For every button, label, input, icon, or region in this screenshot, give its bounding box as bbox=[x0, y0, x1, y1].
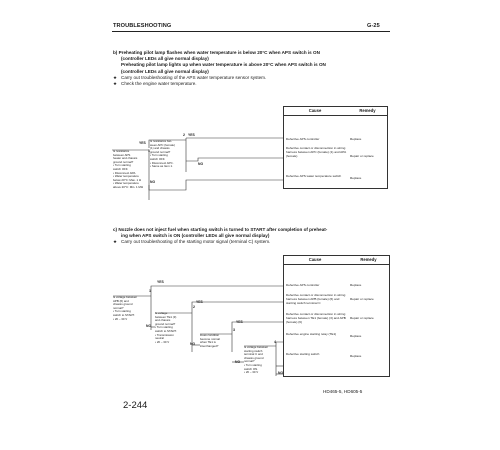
cause-cell: Defective starting switch bbox=[286, 352, 320, 356]
section-c-note: ★ Carry out troubleshooting of the starting motor signal (terminal C) system. bbox=[113, 239, 271, 245]
no-label: NO bbox=[146, 324, 152, 328]
no-label: NO bbox=[235, 360, 241, 364]
section-c-question-4: Is voltage between starting switch terminal C and chassis ground normal? • Turn starting switch ON. • 20 – 30 V bbox=[244, 346, 276, 376]
connector-line bbox=[186, 158, 283, 161]
section-b-title-line: b) Preheating pilot lamp flashes when water temperature is below 20°C when APS switch is ON bbox=[113, 50, 320, 55]
cause-cell: Defective contact or disconnection in wiring harness between TE1 (female) (3) and APB (female) (6) bbox=[286, 312, 346, 324]
cause-cell: Defective engine starting relay (TE1) bbox=[286, 332, 337, 336]
cause-cell: Defective APS controller bbox=[286, 283, 320, 287]
cause-cell: Defective contact or disconnection in wiring harness between APC (female) (1) and APA (female) bbox=[286, 146, 346, 158]
remedy-cell: Repair or replace bbox=[350, 297, 374, 301]
cause-cell: Defective contact or disconnection in wiring harness between APB (female) (6) and starting switch terminal C bbox=[286, 293, 346, 305]
remedy-cell: Repair or replace bbox=[350, 154, 374, 158]
remedy-header: Remedy bbox=[360, 257, 377, 262]
remedy-cell: Repair or replace bbox=[350, 316, 374, 320]
connector-line bbox=[232, 322, 283, 334]
model-label: HD465-5, HD605-5 bbox=[323, 389, 363, 394]
yes-label: YES bbox=[196, 300, 203, 304]
remedy-cell: Replace bbox=[350, 283, 362, 287]
remedy-cell: Replace bbox=[350, 176, 362, 180]
section-c-question-3: Does condition become normal when TE1 is interchanged? bbox=[200, 334, 232, 350]
cause-cell: Defective APS water temperature switch bbox=[286, 174, 342, 178]
no-label: NO bbox=[190, 342, 196, 346]
cause-header: Cause bbox=[308, 108, 322, 113]
step-number-3: 3 bbox=[233, 328, 235, 332]
section-b-title-line: Preheating pilot lamp lights up when water temperature is above 20°C when APS switch is ON bbox=[121, 62, 326, 68]
section-b-question-1: Is resistance between APS heater and chassis ground normal? • Turn starting switch OFF. • Disconnect APA. • Water temperature below 20°C: Max. 1 Ω • Water temperature above 20°C: Min. 1 MΩ bbox=[113, 150, 149, 198]
star-icon: ★ bbox=[113, 81, 118, 87]
connector-line bbox=[192, 302, 283, 313]
remedy-header: Remedy bbox=[359, 108, 376, 113]
section-b-title-line: (controller LEDs all give normal display) bbox=[121, 68, 209, 74]
section-c-title-line: ing when APS switch is ON (controller LEDs all give normal display) bbox=[121, 233, 270, 239]
step-number-2: 2 bbox=[193, 305, 195, 309]
page-number: 2-244 bbox=[123, 400, 148, 411]
section-c-question-2: Is voltage between TE1 (3) and chassis ground normal? • Turn starting switch to START. • Transmission neutral • 20 – 30 V bbox=[155, 312, 189, 352]
remedy-cell: Replace bbox=[350, 334, 362, 338]
step-number-4: 4 bbox=[274, 340, 276, 344]
cause-cell: Defective APS controller bbox=[286, 137, 320, 141]
yes-label: YES bbox=[188, 133, 195, 137]
remedy-cell: Replace bbox=[350, 354, 362, 358]
section-b-note: ★ Check the engine water temperature. bbox=[113, 81, 197, 87]
yes-label: YES bbox=[236, 320, 243, 324]
no-label: NO bbox=[150, 180, 156, 184]
star-icon: ★ bbox=[113, 239, 118, 245]
section-c-title-line: c) Nozzle does not inject fuel when starting switch is turned to START after completion of preheat- bbox=[113, 227, 328, 232]
cause-header: Cause bbox=[308, 257, 322, 262]
section-b-note: ★ Carry out troubleshooting of the APS water temperature sensor system. bbox=[113, 74, 267, 80]
yes-label: YES bbox=[139, 141, 146, 145]
section-header-left: TROUBLESHOOTING bbox=[113, 23, 172, 29]
step-number-2: 2 bbox=[183, 133, 185, 137]
no-label: NO bbox=[278, 371, 284, 375]
page-code: G-25 bbox=[367, 23, 380, 29]
no-label: NO bbox=[198, 162, 204, 166]
step-number-1: 1 bbox=[149, 289, 151, 293]
remedy-cell: Replace bbox=[350, 137, 362, 141]
yes-label: YES bbox=[157, 280, 164, 284]
section-b-title-line: (controller LEDs all give normal display) bbox=[121, 56, 209, 62]
connector-line bbox=[149, 140, 186, 148]
section-c-question-1: Is voltage between APB (6) and chassis ground normal? • Turn starting switch to START. • 20 – 30 V bbox=[113, 296, 151, 328]
section-b-question-2: Is resistance bet- ween APC (female) (1) and chassis ground normal? • Turn starting switch OFF. • Disconnect APC. • Same as Item 1. bbox=[150, 140, 186, 176]
star-icon: ★ bbox=[113, 74, 118, 80]
step-number-1: 1 bbox=[148, 149, 150, 153]
connector-line bbox=[276, 342, 283, 346]
connector-line bbox=[149, 180, 283, 190]
connector-line bbox=[151, 286, 283, 296]
